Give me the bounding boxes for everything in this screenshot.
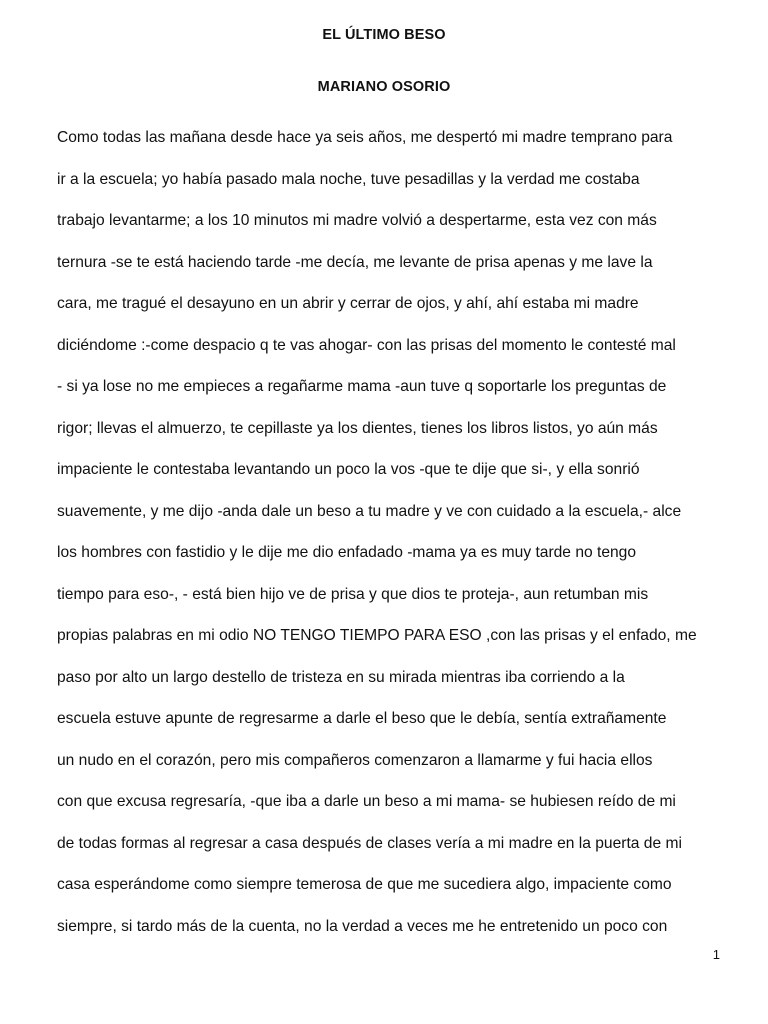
text-line: los hombres con fastidio y le dije me dio enfadado -mama ya es muy tarde no tengo: [57, 544, 637, 561]
text-line: ternura -se te está haciendo tarde -me decía, me levante de prisa apenas y me lave la: [57, 253, 653, 271]
text-line: impaciente le contestaba levantando un poco la vos -que te dije que si-, y ella sonrió: [57, 461, 640, 478]
text-line: suavemente, y me dijo -anda dale un beso a tu madre y ve con cuidado a la escuela,- alce: [57, 502, 682, 520]
text-line: casa esperándome como siempre temerosa de que me sucediera algo, impaciente como: [57, 876, 672, 893]
text-line: siempre, si tardo más de la cuenta, no la verdad a veces me he entretenido un poco con: [57, 917, 668, 935]
text-line: ir a la escuela; yo había pasado mala noche, tuve pesadillas y la verdad me costaba: [57, 170, 640, 188]
text-line: escuela estuve apunte de regresarme a darle el beso que le debía, sentía extrañamente: [57, 710, 667, 727]
document-title: EL ÚLTIMO BESO: [322, 27, 446, 43]
text-line: de todas formas al regresar a casa después de clases vería a mi madre en la puerta de mi: [57, 834, 682, 852]
text-line: diciéndome :-come despacio q te vas ahogar- con las prisas del momento le contesté mal: [57, 336, 676, 354]
text-line: tiempo para eso-, - está bien hijo ve de prisa y que dios te proteja-, aun retumban mis: [57, 585, 649, 603]
text-line: con que excusa regresaría, -que iba a darle un beso a mi mama- se hubiesen reído de mi: [57, 793, 676, 810]
page-number: 1: [712, 947, 720, 962]
text-line: trabajo levantarme; a los 10 minutos mi madre volvió a despertarme, esta vez con más: [57, 212, 657, 229]
text-line: propias palabras en mi odio NO TENGO TIEMPO PARA ESO ,con las prisas y el enfado, me: [57, 627, 697, 644]
text-line: paso por alto un largo destello de tristeza en su mirada mientras iba corriendo a la: [57, 668, 625, 686]
text-line: cara, me tragué el desayuno en un abrir y cerrar de ojos, y ahí, ahí estaba mi madre: [57, 295, 639, 312]
text-line: rigor; llevas el almuerzo, te cepillaste ya los dientes, tienes los libros listos, yo aún más: [57, 419, 658, 437]
text-line: Como todas las mañana desde hace ya seis años, me despertó mi madre temprano para: [57, 129, 673, 146]
document-author: MARIANO OSORIO: [317, 79, 451, 95]
text-line: un nudo en el corazón, pero mis compañeros comenzaron a llamarme y fui hacia ellos: [57, 751, 653, 769]
text-line: - si ya lose no me empieces a regañarme mama -aun tuve q soportarle los preguntas de: [57, 378, 667, 395]
body-text: [57, 127, 717, 957]
